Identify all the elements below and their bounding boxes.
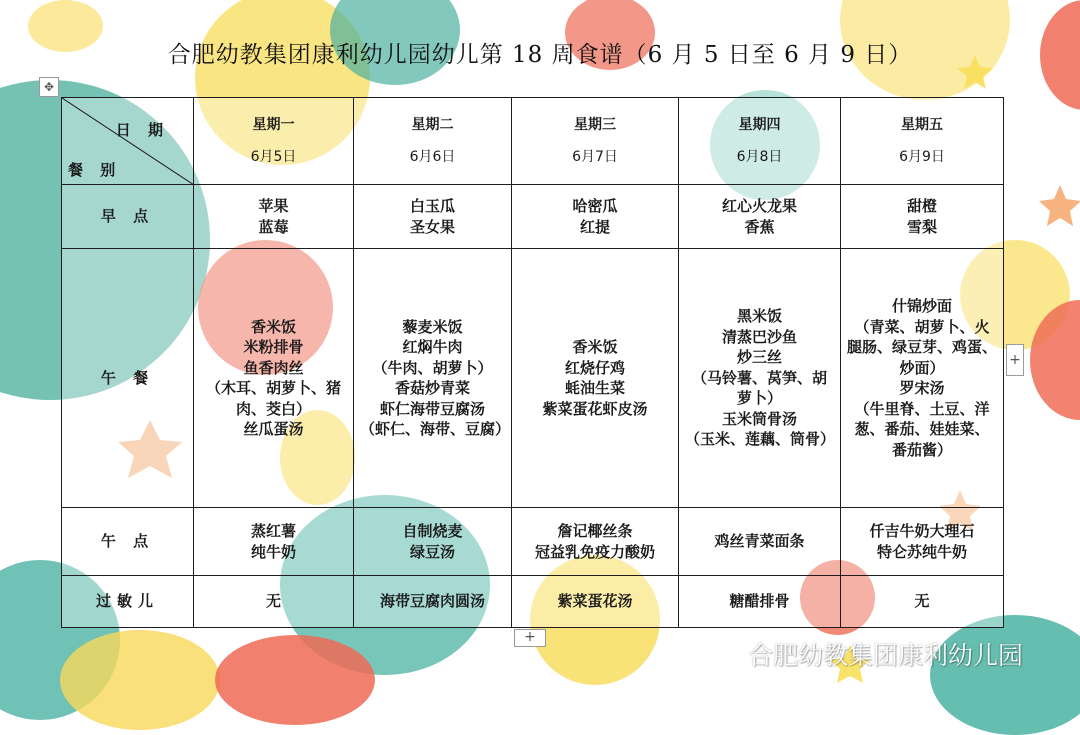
weekday-label: 星期一 [252,117,295,133]
menu-cell [841,185,1004,249]
menu-cell [354,576,512,628]
menu-item: 肉、茭白） [235,399,311,418]
menu-item: 白玉瓜 [409,197,455,215]
menu-item: 无 [265,592,281,611]
menu-cell [679,249,841,508]
menu-item: 无 [914,592,930,611]
menu-item: 腿肠、绿豆芽、鸡蛋、 [847,338,998,356]
menu-item: （牛肉、胡萝卜） [372,358,493,377]
menu-cell [194,185,354,249]
menu-item: 自制烧麦 [402,522,463,540]
menu-item: （青菜、胡萝卜、火 [854,317,990,336]
menu-item: 炒三丝 [736,348,782,367]
menu-item: 香米饭 [250,317,296,336]
meal-row-afternoon-snack [62,508,1004,576]
menu-item: 纯牛奶 [250,542,296,561]
menu-item: 詹记椰丝条 [557,522,633,540]
menu-item: 红心火龙果 [721,197,797,215]
menu-cell [679,185,841,249]
menu-cell [194,249,354,508]
account-watermark [700,636,1023,672]
menu-item: 绿豆汤 [409,542,455,561]
weekly-menu-table [61,97,1004,628]
menu-item: 圣女果 [409,217,455,236]
menu-item: 哈密瓜 [572,197,618,215]
menu-cell [194,508,354,576]
menu-item: 红提 [579,217,610,236]
page-title: 合肥幼教集团康利幼儿园幼儿第 18 周食谱（6 月 5 日至 6 月 9 日） [167,42,913,68]
day-header-wednesday [512,98,679,185]
wechat-icon [700,640,740,668]
menu-item: 特仑苏纯牛奶 [876,542,967,561]
menu-item: 香米饭 [572,338,618,356]
menu-item: 红烧仔鸡 [564,358,625,377]
menu-cell [841,576,1004,628]
meal-label: 午 餐 [62,249,194,508]
day-header-friday [841,98,1004,185]
weekday-label: 星期三 [574,117,616,133]
menu-item: 紫菜蛋花虾皮汤 [542,399,648,418]
menu-item: 仟吉牛奶大理石 [869,522,975,540]
menu-cell [512,185,679,249]
menu-item: 蒸红薯 [250,522,296,540]
menu-item: 海带豆腐肉圆汤 [379,592,485,611]
menu-item: 苹果 [258,197,289,215]
menu-cell [512,508,679,576]
meal-label: 午 点 [62,508,194,576]
menu-cell [354,508,512,576]
menu-item: 鸡丝青菜面条 [714,532,805,551]
table-header-row [62,98,1004,185]
table-move-handle-icon[interactable]: ✥ [39,77,59,97]
menu-item: 清蒸巴沙鱼 [721,327,797,346]
menu-item: 冠益乳免疫力酸奶 [534,542,655,561]
meal-row-lunch [62,249,1004,508]
date-label: 6月9日 [899,148,945,165]
meal-label: 早 点 [62,185,194,249]
menu-item: 罗宋汤 [899,379,945,397]
menu-item: 雪梨 [906,217,937,236]
day-header-monday [194,98,354,185]
date-label: 6月6日 [409,148,456,165]
corner-cell [62,98,194,185]
menu-item: 米粉排骨 [243,338,304,356]
menu-item: 香菇炒青菜 [394,379,470,397]
menu-item: （虾仁、海带、豆腐） [360,420,511,438]
date-label: 6月5日 [250,148,297,165]
menu-item: （马铃薯、莴笋、胡 [691,368,827,387]
menu-item: 玉米筒骨汤 [721,409,797,428]
menu-cell [512,576,679,628]
menu-item: 什锦炒面 [891,297,952,315]
menu-item: （玉米、莲藕、筒骨） [685,430,836,449]
menu-item: 糖醋排骨 [729,592,790,611]
add-row-button[interactable]: + [514,629,546,647]
menu-item: 番茄酱） [891,440,952,459]
watermark-text: 合肥幼教集团康利幼儿园 [748,641,1024,670]
menu-item: 虾仁海带豆腐汤 [379,399,485,418]
meal-row-breakfast [62,185,1004,249]
corner-date-label: 日 期 [115,121,169,139]
day-header-tuesday [354,98,512,185]
menu-item: 蚝油生菜 [564,379,625,397]
menu-item: （木耳、胡萝卜、猪 [205,379,341,397]
weekday-label: 星期五 [901,117,943,133]
menu-item: 黑米饭 [736,307,782,326]
weekday-label: 星期四 [738,117,781,133]
menu-item: 蓝莓 [258,217,289,236]
menu-item: 萝卜） [736,389,782,408]
menu-item: 葱、番茄、娃娃菜、 [854,420,990,438]
menu-cell [512,249,679,508]
date-label: 6月7日 [572,148,618,165]
menu-item: 丝瓜蛋汤 [243,420,304,438]
menu-item: 鱼香肉丝 [243,358,304,377]
menu-item: 甜橙 [906,197,937,215]
meal-row-allergy [62,576,1004,628]
menu-item: 香蕉 [744,217,775,236]
menu-cell [679,508,841,576]
meal-label: 过敏儿 [62,576,194,628]
menu-cell [841,508,1004,576]
day-header-thursday [679,98,841,185]
menu-item: 炒面） [899,358,945,377]
menu-cell [354,185,512,249]
add-column-button[interactable]: + [1006,344,1024,376]
menu-item: 红焖牛肉 [402,338,463,356]
weekday-label: 星期二 [411,117,454,133]
menu-cell [841,249,1004,508]
menu-item: 藜麦米饭 [402,317,463,336]
menu-item: （牛里脊、土豆、洋 [854,399,990,418]
menu-cell [194,576,354,628]
menu-cell [354,249,512,508]
menu-cell [679,576,841,628]
corner-meal-label: 餐 别 [68,160,122,179]
menu-item: 紫菜蛋花汤 [557,592,633,611]
date-label: 6月8日 [736,148,783,165]
